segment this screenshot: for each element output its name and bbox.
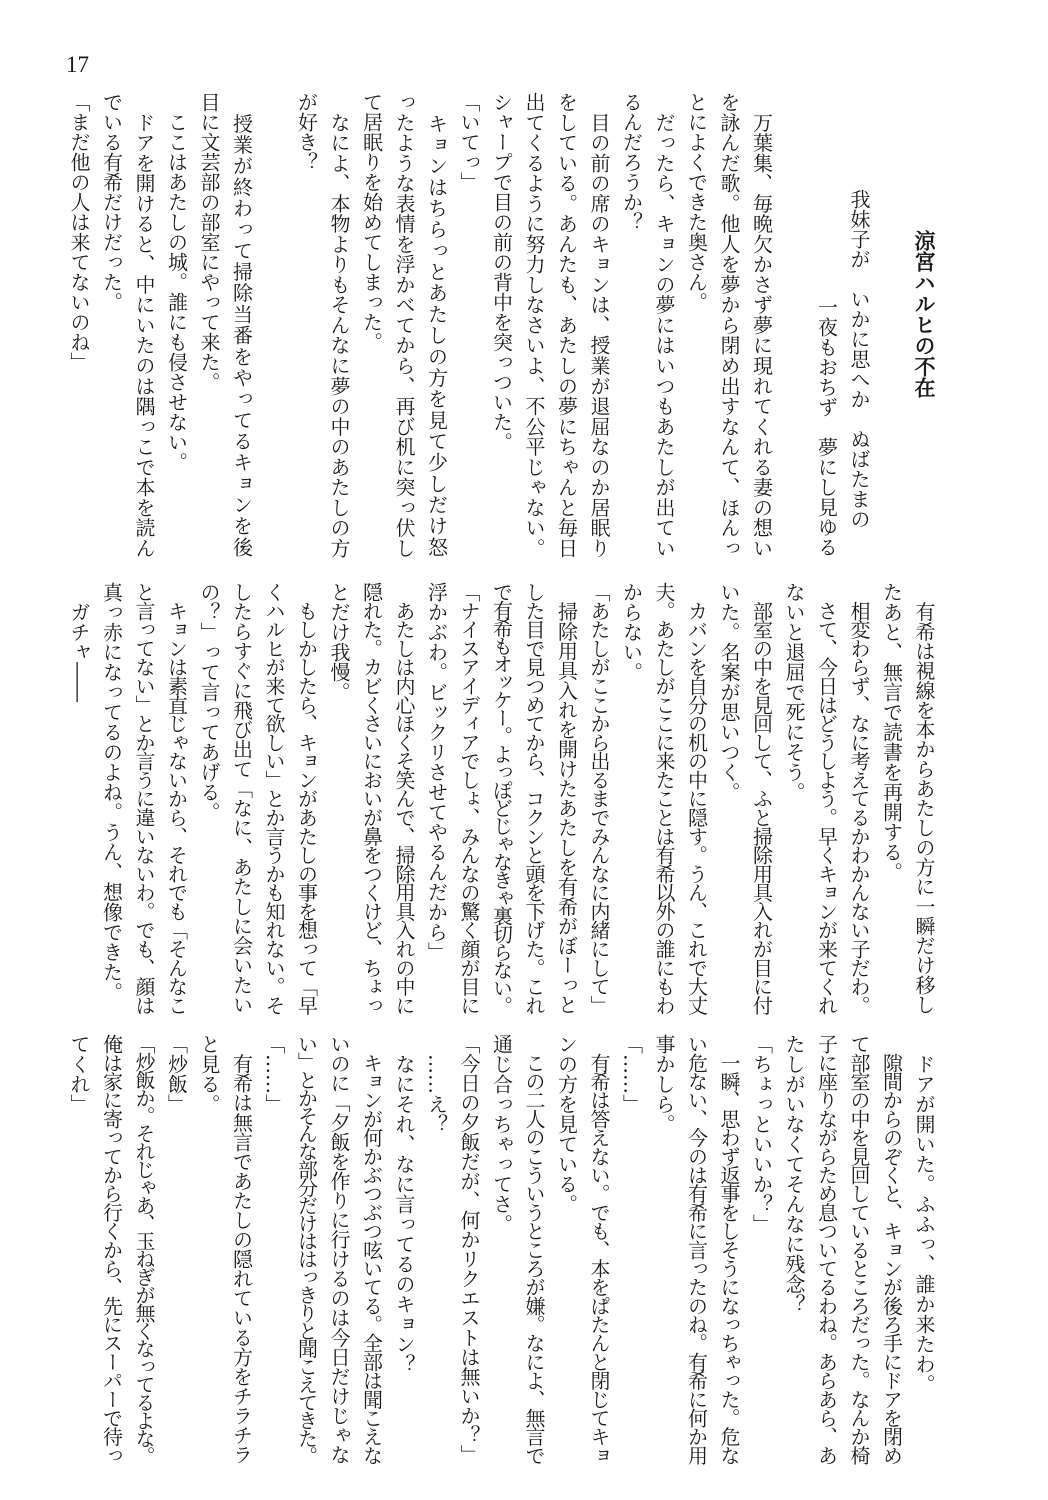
text-line: からない。 [619,582,644,682]
text-line: なによ、本物よりもそんなに夢の中のあたしの方 [327,92,351,558]
text-column [648,582,681,1014]
text-column [290,92,323,558]
text-line: いのに「夕飯を作りに行けるのは今日だけじゃな [327,1034,351,1464]
text-column [355,582,388,1014]
text-column [810,582,843,1014]
text-column [323,92,356,558]
text-line: 事かしら。 [652,1034,676,1134]
text-column [258,582,291,1014]
poem-line [843,92,876,558]
text-block-top [62,92,940,558]
text-line: キョンは素直じゃないから、それでも「そんなこ [164,582,189,1015]
text-column [583,92,616,558]
text-line: 真っ赤になってるのよね。うん、想像できた。 [99,582,124,1002]
text-line: したらすぐに飛び出て「なに、あたしに会いたい [229,582,254,1015]
text-line: 夫。あたしがここに来たことは有希以外の誰にもわ [652,582,676,1015]
text-line: 出てくるように努力しなさいよ、不公平じゃない。 [522,92,546,558]
text-line: て居眠りを始めてしまった。 [359,92,384,352]
text-column [485,1034,518,1464]
text-column [128,92,161,558]
text-line: 一瞬、思わず返事をしそうになっちゃった。危な [717,1034,741,1465]
text-column [225,582,258,1014]
text-column [323,1034,356,1464]
text-line: ドアが開いた。ふふっ、誰か来たわ。 [912,1034,936,1394]
text-column [745,1034,778,1464]
text-line: シャープで目の前の背中を突っついた。 [489,92,514,452]
text-column [258,92,291,558]
text-column [648,1034,681,1464]
text-column [355,92,388,558]
text-line: 「炒飯」 [164,1034,189,1114]
text-column [713,92,746,558]
text-column [258,1034,291,1464]
text-line: 涼宮ハルヒの不在 [912,230,937,398]
text-line: 「今日の夕飯だが、何かリクエストは無いか？」 [457,1034,481,1465]
text-column [583,582,616,1014]
text-line: もしかしたら、キョンがあたしの事を想って「早 [294,582,319,1015]
text-line: 「まだ他の人は来てないのね」 [67,92,91,372]
text-line: で有希もオッケー。よっぽどじゃなきゃ裏切らない。 [489,582,514,1014]
text-column [745,92,778,558]
text-line: 目に文芸部の部室にやって来た。 [197,92,221,392]
text-line: 目の前の席のキョンは、授業が退屈なのか居眠り [587,92,611,558]
text-line: が好き？ [294,92,319,172]
text-block-bottom [62,1034,940,1464]
text-column [615,1034,648,1464]
text-line: ないと退屈で死にそう。 [782,582,806,802]
text-column [225,92,258,558]
text-line: とだけ我慢。 [327,582,351,702]
text-block-middle [62,582,940,1014]
text-line: ガチャ―― [67,582,91,702]
text-column [908,1034,941,1464]
text-column [550,92,583,558]
text-column [778,582,811,1014]
text-column [518,582,551,1014]
text-line: 隙間からのぞくと、キョンが後ろ手にドアを閉め [879,1034,904,1465]
text-line: した目で見つめてから、コクンと頭を下げた。これ [522,582,546,1015]
text-column [453,92,486,558]
text-line: とによくできた奥さん。 [684,92,709,312]
text-column [518,1034,551,1464]
text-line: 有希は答えない。でも、本をぱたんと閉じてキョ [587,1034,611,1465]
text-column [128,582,161,1014]
text-column [713,582,746,1014]
text-line: 相変わらず、なに考えてるかわかんない子だわ。 [847,582,871,1015]
text-line: くハルヒが来て欲しい」とか言うかも知れない。そ [262,582,286,1015]
text-column [290,1034,323,1464]
text-column [908,582,941,1014]
text-line: 「……」 [262,1034,286,1114]
text-column [680,582,713,1014]
text-line: をしている。あんたも、あたしの夢にちゃんと毎日 [554,92,579,558]
text-line: の？」って言ってあげる。 [197,582,221,822]
text-column [388,1034,421,1464]
text-column [810,1034,843,1464]
text-column [290,582,323,1014]
text-column [875,92,908,558]
text-line: 掃除用具入れを開けたあたしを有希がぼーっと [554,582,579,1015]
text-line: 有希は無言であたしの隠れている方をチラチラ [229,1034,254,1465]
text-column [485,92,518,558]
text-line: たあと、無言で読書を再開する。 [879,582,904,882]
text-column [875,582,908,1014]
text-line: 我妹子が いかに思へか ぬばたまの [847,189,871,529]
text-column [63,582,96,1014]
text-column [615,92,648,558]
poem-line [810,92,843,558]
text-column [225,1034,258,1464]
text-line: いた。名案が思いつく。 [717,582,741,802]
text-line: でいる有希だけだった。 [99,92,124,312]
text-column [420,582,453,1014]
text-line: たしがいなくてそんなに残念？ [782,1034,806,1314]
text-line: 「あたしがここから出るまでみんなに内緒にして」 [587,582,611,1015]
text-column [648,92,681,558]
text-line: 通じ合っちゃってさ。 [489,1034,514,1234]
text-column [485,582,518,1014]
text-column [583,1034,616,1464]
text-line: 「ナイスアイディアでしょ、みんなの驚く顔が目に [457,582,481,1015]
text-column [615,582,648,1014]
text-line: と見る。 [197,1034,221,1114]
text-column [843,582,876,1014]
text-line: 「ちょっといいか？」 [749,1034,774,1234]
text-line: 俺は家に寄ってから行くから、先にスーパーで待っ [99,1034,124,1465]
text-column [355,1034,388,1464]
text-line: だったら、キョンの夢にはいつもあたしが出てい [652,92,676,558]
text-column [518,92,551,558]
text-line: あたしは内心ほくそ笑んで、掃除用具入れの中に [392,582,416,1015]
text-line: 万葉集、毎晩欠かさず夢に現れてくれる妻の想い [749,92,774,558]
text-column [420,92,453,558]
text-column [128,1034,161,1464]
text-column [843,1034,876,1464]
text-column [193,1034,226,1464]
text-line: さて、今日はどうしよう。早くキョンが来てくれ [814,582,839,1015]
text-column [453,1034,486,1464]
text-column [745,582,778,1014]
text-column [875,1034,908,1464]
text-column [388,582,421,1014]
text-column [160,582,193,1014]
text-line: 隠れた。カビくさいにおいが鼻をつくけど、ちょっ [359,582,384,1015]
text-line: ンの方を見ている。 [554,1034,579,1214]
text-column [193,92,226,558]
text-column [95,1034,128,1464]
text-column [323,582,356,1014]
text-line: 子に座りながらため息ついてるわね。あらあら、あ [814,1034,839,1465]
text-line: ドアを開けると、中にいたのは隅っこで本を読ん [132,92,156,558]
text-column [453,582,486,1014]
text-line: 「炒飯か。それじゃあ、玉ねぎが無くなってるよな。 [132,1034,156,1465]
text-column [778,92,811,558]
text-line: なにそれ、なに言ってるのキョン？ [392,1034,416,1374]
text-column [95,582,128,1014]
text-column [680,1034,713,1464]
chapter-title [908,92,941,558]
text-line: キョンが何かぶつぶつ呟いてる。全部は聞こえな [359,1034,384,1465]
text-line: と言ってない」とか言うに違いないわ。でも、顔は [132,582,156,1015]
text-column [160,1034,193,1464]
text-column [63,1034,96,1464]
text-line: 「いてっ」 [457,92,481,192]
text-line: 授業が終わって掃除当番をやってるキョンを後 [229,92,254,558]
text-line: 一夜もおちず 夢にし見ゆる [814,297,839,557]
text-column [680,92,713,558]
text-column [193,582,226,1014]
text-column [778,1034,811,1464]
text-line: ったような表情を浮かべてから、再び机に突っ伏し [392,92,416,558]
text-line: 「……」 [619,1034,644,1114]
text-line: い」とかそんな部分だけははっきりと聞こえてきた。 [294,1034,319,1465]
text-line: キョンはちらっとあたしの方を見て少しだけ怒 [424,92,449,558]
text-line: 浮かぶわ。ビックリさせてやるんだから」 [424,582,449,962]
text-line: い危ない、今のは有希に言ったのね。有希に何か用 [684,1034,709,1465]
text-column [420,1034,453,1464]
text-line: ……え？ [424,1034,449,1134]
text-line: て部室の中を見回しているところだった。なんか椅 [847,1034,871,1465]
text-line: を詠んだ歌。他人を夢から閉め出すなんて、ほんっ [717,92,741,558]
text-line: 有希は視線を本からあたしの方に一瞬だけ移し [912,582,936,1015]
text-column [550,1034,583,1464]
text-column [550,582,583,1014]
text-line: カバンを自分の机の中に隠す。うん、これで大丈 [684,582,709,1015]
text-column [713,1034,746,1464]
page-number: 17 [66,52,89,77]
text-line: 部室の中を見回して、ふと掃除用具入れが目に付 [749,582,774,1015]
text-line: この二人のこういうところが嫌。なによ、無言で [522,1034,546,1465]
text-line: てくれ」 [67,1034,91,1114]
text-column [95,92,128,558]
text-column [160,92,193,558]
text-column [63,92,96,558]
text-line: ここはあたしの城。誰にも侵させない。 [164,92,189,472]
text-line: るんだろうか？ [619,92,644,232]
text-column [388,92,421,558]
